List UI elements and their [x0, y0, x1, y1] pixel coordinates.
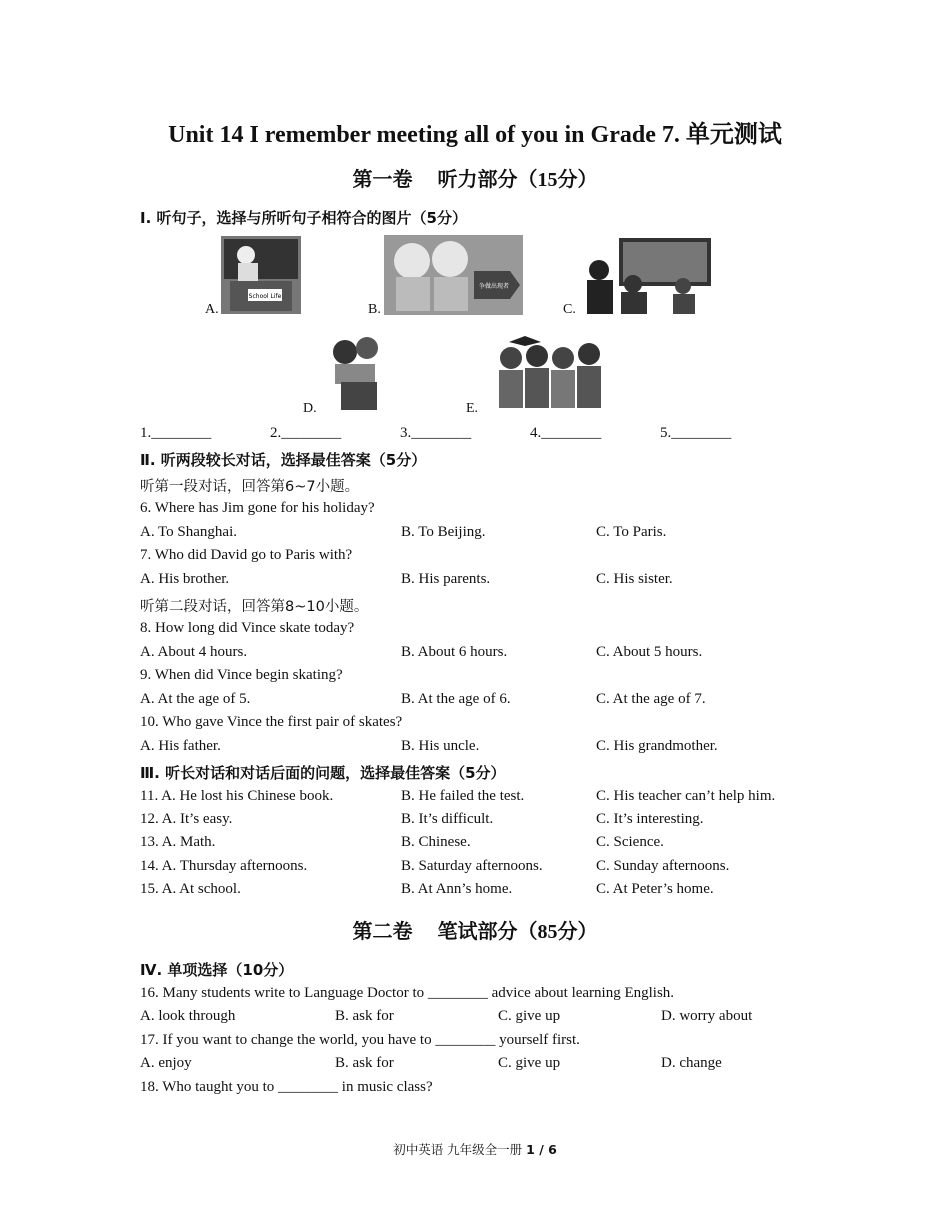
picture-label-e: E.: [466, 401, 479, 416]
section-three-heading: Ⅲ. 听长对话和对话后面的问题，选择最佳答案（5分）: [140, 764, 506, 782]
option-9c: C. At the age of 7.: [596, 691, 706, 707]
section-four-heading: Ⅳ. 单项选择（10分）: [140, 961, 294, 979]
option-15c: C. At Peter’s home.: [596, 881, 714, 897]
picture-label-a: A.: [205, 302, 219, 317]
picture-a-board-text: School Life: [248, 293, 282, 300]
option-9b: B. At the age of 6.: [401, 691, 511, 707]
part-one-heading: 第一卷 听力部分（15分）: [352, 169, 598, 191]
part-two-heading: 第二卷 笔试部分（85分）: [352, 921, 598, 943]
picture-label-b: B.: [368, 302, 381, 317]
option-12c: C. It’s interesting.: [596, 811, 704, 827]
option-10c: C. His grandmother.: [596, 738, 718, 754]
option-15b: B. At Ann’s home.: [401, 881, 513, 897]
option-17d: D. change: [661, 1055, 722, 1071]
picture-e: [487, 332, 611, 410]
question-6: 6. Where has Jim gone for his holiday?: [140, 500, 375, 516]
picture-d: [327, 334, 383, 412]
option-13a: 13. A. Math.: [140, 834, 216, 850]
picture-b-arrow-text: 争做出现者: [478, 283, 510, 290]
option-8b: B. About 6 hours.: [401, 644, 508, 660]
option-6a: A. To Shanghai.: [140, 524, 238, 540]
option-8c: C. About 5 hours.: [596, 644, 703, 660]
option-11a: 11. A. He lost his Chinese book.: [140, 788, 334, 804]
picture-label-c: C.: [563, 302, 576, 317]
option-16c: C. give up: [498, 1008, 561, 1024]
option-10b: B. His uncle.: [401, 738, 480, 754]
option-8a: A. About 4 hours.: [140, 644, 248, 660]
instruction-dialogue-2: 听第二段对话，回答第8~10小题。: [140, 599, 369, 615]
section-one-heading: Ⅰ. 听句子，选择与所听句子相符合的图片（5分）: [140, 209, 467, 227]
option-17a: A. enjoy: [140, 1055, 192, 1071]
question-16: 16. Many students write to Language Doctor to ________ advice about learning English.: [140, 985, 675, 1001]
answer-blank-5: 5.________: [660, 425, 732, 441]
picture-a: [220, 235, 302, 315]
option-14a: 14. A. Thursday afternoons.: [140, 858, 308, 874]
option-16d: D. worry about: [661, 1008, 753, 1024]
section-two-heading: Ⅱ. 听两段较长对话，选择最佳答案（5分）: [140, 451, 427, 469]
option-12b: B. It’s difficult.: [401, 811, 494, 827]
option-13c: C. Science.: [596, 834, 664, 850]
option-17c: C. give up: [498, 1055, 561, 1071]
page-number: 1 / 6: [526, 1142, 557, 1157]
option-7c: C. His sister.: [596, 571, 673, 587]
footer-text: 初中英语 九年级全一册: [393, 1142, 527, 1157]
answer-blank-4: 4.________: [530, 425, 602, 441]
option-7b: B. His parents.: [401, 571, 491, 587]
page-title: Unit 14 I remember meeting all of you in Grade 7. 单元测试: [168, 122, 782, 148]
option-16b: B. ask for: [335, 1008, 394, 1024]
option-16a: A. look through: [140, 1008, 236, 1024]
question-7: 7. Who did David go to Paris with?: [140, 547, 353, 563]
option-17b: B. ask for: [335, 1055, 394, 1071]
option-11c: C. His teacher can’t help him.: [596, 788, 776, 804]
option-14b: B. Saturday afternoons.: [401, 858, 543, 874]
question-9: 9. When did Vince begin skating?: [140, 667, 343, 683]
answer-blank-2: 2.________: [270, 425, 342, 441]
option-9a: A. At the age of 5.: [140, 691, 251, 707]
answer-blank-3: 3.________: [400, 425, 472, 441]
option-12a: 12. A. It’s easy.: [140, 811, 233, 827]
question-17: 17. If you want to change the world, you have to ________ yourself first.: [140, 1032, 580, 1048]
question-18: 18. Who taught you to ________ in music class?: [140, 1079, 433, 1095]
picture-label-d: D.: [303, 401, 317, 416]
option-11b: B. He failed the test.: [401, 788, 525, 804]
option-15a: 15. A. At school.: [140, 881, 241, 897]
option-6b: B. To Beijing.: [401, 524, 486, 540]
picture-c: [583, 236, 723, 316]
picture-b: [384, 235, 523, 315]
option-14c: C. Sunday afternoons.: [596, 858, 730, 874]
page-footer: [0, 1140, 950, 1158]
option-7a: A. His brother.: [140, 571, 230, 587]
question-8: 8. How long did Vince skate today?: [140, 620, 355, 636]
option-6c: C. To Paris.: [596, 524, 667, 540]
answer-blank-1: 1.________: [140, 425, 212, 441]
option-10a: A. His father.: [140, 738, 221, 754]
question-10: 10. Who gave Vince the first pair of skates?: [140, 714, 403, 730]
option-13b: B. Chinese.: [401, 834, 471, 850]
instruction-dialogue-1: 听第一段对话，回答第6~7小题。: [140, 479, 360, 495]
